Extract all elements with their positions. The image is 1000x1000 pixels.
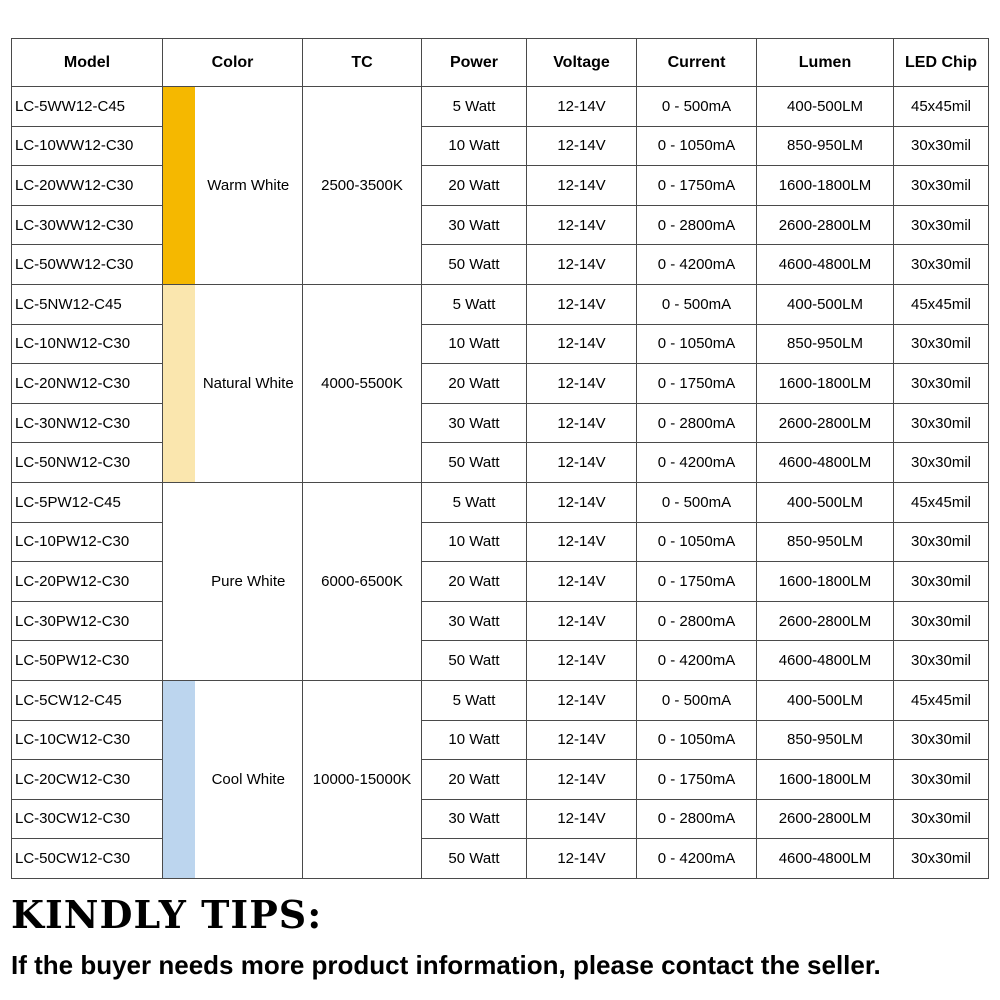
led-chip-cell: 30x30mil <box>894 522 989 562</box>
header-power: Power <box>422 39 527 87</box>
current-cell: 0 - 2800mA <box>637 205 757 245</box>
lumen-cell: 2600-2800LM <box>757 799 894 839</box>
power-cell: 30 Watt <box>422 799 527 839</box>
voltage-cell: 12-14V <box>527 87 637 127</box>
model-cell: LC-5WW12-C45 <box>12 87 163 127</box>
table-row <box>12 284 989 324</box>
power-cell: 30 Watt <box>422 205 527 245</box>
power-cell: 20 Watt <box>422 166 527 206</box>
led-chip-cell: 30x30mil <box>894 720 989 760</box>
model-cell: LC-50WW12-C30 <box>12 245 163 285</box>
power-cell: 50 Watt <box>422 839 527 879</box>
voltage-cell: 12-14V <box>527 799 637 839</box>
voltage-cell: 12-14V <box>527 245 637 285</box>
current-cell: 0 - 1050mA <box>637 126 757 166</box>
table-row <box>12 87 989 127</box>
current-cell: 0 - 1050mA <box>637 324 757 364</box>
table-row <box>12 324 989 364</box>
current-cell: 0 - 1750mA <box>637 166 757 206</box>
model-cell: LC-5CW12-C45 <box>12 680 163 720</box>
current-cell: 0 - 1750mA <box>637 364 757 404</box>
tc-cell: 6000-6500K <box>303 482 422 680</box>
led-chip-cell: 30x30mil <box>894 166 989 206</box>
power-cell: 5 Watt <box>422 87 527 127</box>
power-cell: 20 Watt <box>422 760 527 800</box>
model-cell: LC-30CW12-C30 <box>12 799 163 839</box>
led-chip-cell: 30x30mil <box>894 760 989 800</box>
led-chip-cell: 30x30mil <box>894 126 989 166</box>
tc-cell: 4000-5500K <box>303 284 422 482</box>
table-row <box>12 482 989 522</box>
lumen-cell: 1600-1800LM <box>757 760 894 800</box>
table-row <box>12 839 989 879</box>
lumen-cell: 4600-4800LM <box>757 443 894 483</box>
color-name-cell: Warm White <box>195 87 303 285</box>
power-cell: 20 Watt <box>422 364 527 404</box>
voltage-cell: 12-14V <box>527 641 637 681</box>
table-row <box>12 601 989 641</box>
tips-title: KINDLY TIPS: <box>11 892 323 937</box>
current-cell: 0 - 1750mA <box>637 760 757 800</box>
tips-text: If the buyer needs more product information, please contact the seller. <box>11 950 881 980</box>
power-cell: 50 Watt <box>422 245 527 285</box>
lumen-cell: 400-500LM <box>757 680 894 720</box>
current-cell: 0 - 500mA <box>637 680 757 720</box>
voltage-cell: 12-14V <box>527 482 637 522</box>
table-row <box>12 443 989 483</box>
color-swatch <box>163 284 195 482</box>
model-cell: LC-50PW12-C30 <box>12 641 163 681</box>
power-cell: 50 Watt <box>422 443 527 483</box>
power-cell: 20 Watt <box>422 562 527 602</box>
model-cell: LC-5PW12-C45 <box>12 482 163 522</box>
lumen-cell: 850-950LM <box>757 522 894 562</box>
voltage-cell: 12-14V <box>527 284 637 324</box>
voltage-cell: 12-14V <box>527 324 637 364</box>
lumen-cell: 4600-4800LM <box>757 245 894 285</box>
table-row <box>12 641 989 681</box>
voltage-cell: 12-14V <box>527 166 637 206</box>
table-row <box>12 403 989 443</box>
led-chip-cell: 30x30mil <box>894 839 989 879</box>
lumen-cell: 400-500LM <box>757 87 894 127</box>
voltage-cell: 12-14V <box>527 760 637 800</box>
led-chip-cell: 30x30mil <box>894 245 989 285</box>
lumen-cell: 850-950LM <box>757 126 894 166</box>
header-tc: TC <box>303 39 422 87</box>
voltage-cell: 12-14V <box>527 680 637 720</box>
table-row <box>12 799 989 839</box>
power-cell: 10 Watt <box>422 126 527 166</box>
voltage-cell: 12-14V <box>527 205 637 245</box>
led-chip-cell: 30x30mil <box>894 562 989 602</box>
lumen-cell: 1600-1800LM <box>757 364 894 404</box>
voltage-cell: 12-14V <box>527 364 637 404</box>
model-cell: LC-30PW12-C30 <box>12 601 163 641</box>
header-model: Model <box>12 39 163 87</box>
table-row <box>12 522 989 562</box>
color-swatch <box>163 482 195 680</box>
led-chip-cell: 45x45mil <box>894 482 989 522</box>
tc-cell: 10000-15000K <box>303 680 422 878</box>
power-cell: 30 Watt <box>422 403 527 443</box>
voltage-cell: 12-14V <box>527 601 637 641</box>
table-row <box>12 166 989 206</box>
current-cell: 0 - 500mA <box>637 87 757 127</box>
voltage-cell: 12-14V <box>527 126 637 166</box>
color-name-cell: Pure White <box>195 482 303 680</box>
power-cell: 10 Watt <box>422 522 527 562</box>
table-row <box>12 364 989 404</box>
led-chip-cell: 30x30mil <box>894 324 989 364</box>
lumen-cell: 850-950LM <box>757 324 894 364</box>
current-cell: 0 - 1050mA <box>637 522 757 562</box>
power-cell: 50 Watt <box>422 641 527 681</box>
table-row <box>12 245 989 285</box>
power-cell: 30 Watt <box>422 601 527 641</box>
lumen-cell: 2600-2800LM <box>757 403 894 443</box>
model-cell: LC-10WW12-C30 <box>12 126 163 166</box>
lumen-cell: 1600-1800LM <box>757 166 894 206</box>
lumen-cell: 4600-4800LM <box>757 839 894 879</box>
model-cell: LC-5NW12-C45 <box>12 284 163 324</box>
model-cell: LC-10NW12-C30 <box>12 324 163 364</box>
model-cell: LC-10CW12-C30 <box>12 720 163 760</box>
led-chip-cell: 30x30mil <box>894 601 989 641</box>
power-cell: 10 Watt <box>422 720 527 760</box>
led-chip-cell: 30x30mil <box>894 364 989 404</box>
color-swatch <box>163 87 195 285</box>
model-cell: LC-20WW12-C30 <box>12 166 163 206</box>
lumen-cell: 4600-4800LM <box>757 641 894 681</box>
tc-cell: 2500-3500K <box>303 87 422 285</box>
table-row <box>12 562 989 602</box>
voltage-cell: 12-14V <box>527 562 637 602</box>
model-cell: LC-20NW12-C30 <box>12 364 163 404</box>
color-name-cell: Cool White <box>195 680 303 878</box>
led-chip-cell: 45x45mil <box>894 284 989 324</box>
voltage-cell: 12-14V <box>527 720 637 760</box>
led-spec-table <box>11 38 989 879</box>
led-chip-cell: 45x45mil <box>894 680 989 720</box>
lumen-cell: 850-950LM <box>757 720 894 760</box>
led-chip-cell: 30x30mil <box>894 403 989 443</box>
voltage-cell: 12-14V <box>527 522 637 562</box>
power-cell: 5 Watt <box>422 284 527 324</box>
table-header-row <box>12 39 989 87</box>
table-row <box>12 680 989 720</box>
table-row <box>12 126 989 166</box>
lumen-cell: 400-500LM <box>757 482 894 522</box>
lumen-cell: 400-500LM <box>757 284 894 324</box>
voltage-cell: 12-14V <box>527 839 637 879</box>
current-cell: 0 - 1050mA <box>637 720 757 760</box>
table-row <box>12 760 989 800</box>
header-led-chip: LED Chip <box>894 39 989 87</box>
current-cell: 0 - 2800mA <box>637 403 757 443</box>
header-lumen: Lumen <box>757 39 894 87</box>
lumen-cell: 2600-2800LM <box>757 205 894 245</box>
power-cell: 5 Watt <box>422 680 527 720</box>
current-cell: 0 - 4200mA <box>637 641 757 681</box>
voltage-cell: 12-14V <box>527 403 637 443</box>
lumen-cell: 1600-1800LM <box>757 562 894 602</box>
model-cell: LC-30NW12-C30 <box>12 403 163 443</box>
current-cell: 0 - 1750mA <box>637 562 757 602</box>
color-name-cell: Natural White <box>195 284 303 482</box>
current-cell: 0 - 2800mA <box>637 601 757 641</box>
model-cell: LC-50CW12-C30 <box>12 839 163 879</box>
led-chip-cell: 30x30mil <box>894 799 989 839</box>
led-chip-cell: 30x30mil <box>894 443 989 483</box>
led-chip-cell: 30x30mil <box>894 205 989 245</box>
power-cell: 5 Watt <box>422 482 527 522</box>
model-cell: LC-30WW12-C30 <box>12 205 163 245</box>
voltage-cell: 12-14V <box>527 443 637 483</box>
model-cell: LC-20CW12-C30 <box>12 760 163 800</box>
table-row <box>12 205 989 245</box>
model-cell: LC-10PW12-C30 <box>12 522 163 562</box>
table-row <box>12 720 989 760</box>
header-voltage: Voltage <box>527 39 637 87</box>
lumen-cell: 2600-2800LM <box>757 601 894 641</box>
power-cell: 10 Watt <box>422 324 527 364</box>
header-color: Color <box>163 39 303 87</box>
led-chip-cell: 30x30mil <box>894 641 989 681</box>
model-cell: LC-20PW12-C30 <box>12 562 163 602</box>
color-swatch <box>163 680 195 878</box>
current-cell: 0 - 2800mA <box>637 799 757 839</box>
current-cell: 0 - 500mA <box>637 482 757 522</box>
model-cell: LC-50NW12-C30 <box>12 443 163 483</box>
led-chip-cell: 45x45mil <box>894 87 989 127</box>
current-cell: 0 - 4200mA <box>637 245 757 285</box>
table-body <box>12 87 989 879</box>
current-cell: 0 - 500mA <box>637 284 757 324</box>
current-cell: 0 - 4200mA <box>637 443 757 483</box>
header-current: Current <box>637 39 757 87</box>
current-cell: 0 - 4200mA <box>637 839 757 879</box>
